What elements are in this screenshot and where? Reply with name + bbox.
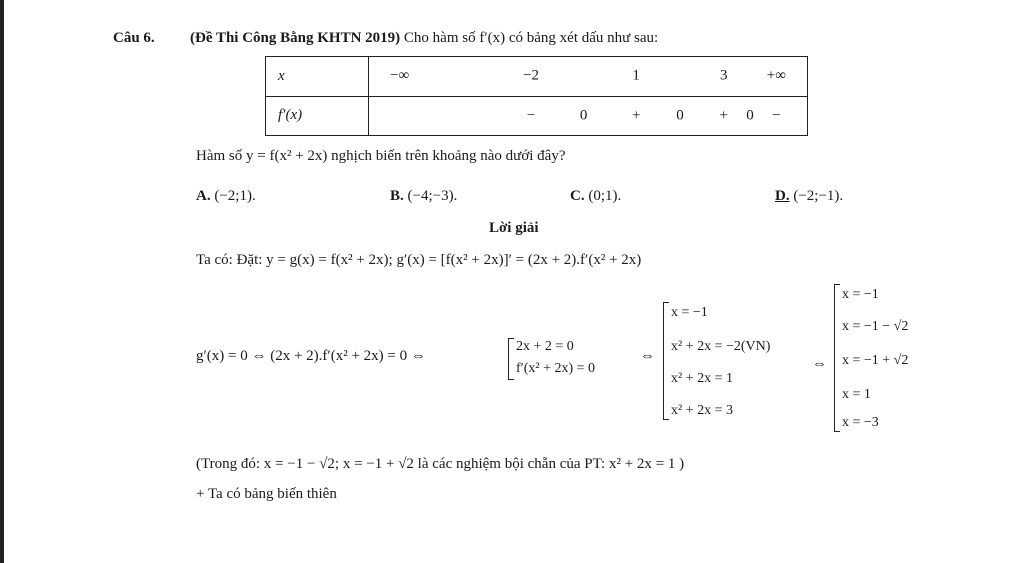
- system-3-eq-3: x = −1 + √2: [842, 353, 909, 368]
- option-d: [775, 188, 843, 205]
- option-b: [390, 188, 457, 205]
- system-bracket-3: [834, 284, 835, 432]
- sign-table-x-value-4: +∞: [766, 67, 786, 84]
- sign-table-fprime-sign-3: 0: [676, 107, 684, 124]
- sign-table-values-fprime: [369, 96, 808, 136]
- system-1-eq-2: f′(x² + 2x) = 0: [516, 361, 596, 376]
- system-bracket-1: [508, 338, 509, 380]
- sign-table-fprime-sign-5: 0: [746, 107, 754, 124]
- question-text: Hàm số y = f(x² + 2x) nghịch biến trên khoảng nào dưới đây?: [196, 148, 566, 164]
- option-b-letter: B.: [390, 188, 404, 204]
- sign-table-fprime-sign-2: +: [631, 107, 641, 124]
- option-c-text: (0;1).: [588, 188, 622, 204]
- system-1-eq-1: 2x + 2 = 0: [516, 339, 574, 354]
- sign-table-x-value-2: 1: [632, 67, 640, 84]
- solution-line-1: Ta có: Đặt: y = g(x) = f(x² + 2x); g′(x) = [f(x² + 2x)]′ = (2x + 2).f′(x² + 2x): [196, 252, 642, 268]
- equivalence-arrow-1: ⇔: [640, 348, 655, 364]
- solution-last-line: + Ta có bảng biến thiên: [196, 486, 337, 502]
- sign-table-row-fprime: [266, 96, 808, 136]
- question-header: [190, 30, 658, 47]
- solution-line-2-lhs: g′(x) = 0 ⇔ (2x + 2).f′(x² + 2x) = 0 ⇔: [196, 348, 426, 364]
- sign-table-fprime-sign-1: 0: [579, 107, 588, 124]
- sign-table-label-fprime: f′(x): [266, 96, 369, 136]
- solution-title: Lời giải: [489, 220, 539, 236]
- sign-table-x-value-0: −∞: [390, 67, 410, 84]
- system-3-eq-5: x = −3: [842, 415, 879, 430]
- sign-table-fprime-sign-6: −: [772, 107, 781, 124]
- system-bracket-2: [663, 302, 664, 420]
- sign-table-fprime-sign-0: −: [526, 107, 536, 124]
- question-prompt: Cho hàm số f′(x) có bảng xét dấu như sau:: [403, 30, 659, 46]
- sign-table-label-x: x: [266, 57, 369, 97]
- system-2-eq-2: x² + 2x = −2(VN): [671, 339, 771, 354]
- question-number: Câu 6.: [113, 30, 155, 46]
- option-a-letter: A.: [196, 188, 211, 204]
- sign-table-x-value-3: 3: [720, 67, 728, 84]
- page-left-border: [0, 0, 4, 563]
- option-c-letter: C.: [570, 188, 585, 204]
- option-d-letter: D.: [775, 188, 790, 204]
- option-a-text: (−2;1).: [214, 188, 256, 204]
- question-source: (Đề Thi Công Bằng KHTN 2019): [190, 30, 401, 46]
- sign-table: [265, 56, 808, 136]
- sign-table-row-x: [266, 57, 808, 97]
- option-a: [196, 188, 256, 205]
- system-3-eq-2: x = −1 − √2: [842, 319, 909, 334]
- solution-note: (Trong đó: x = −1 − √2; x = −1 + √2 là các nghiệm bội chẵn của PT: x² + 2x = 1 ): [196, 456, 685, 472]
- sign-table-x-value-1: −2: [523, 67, 540, 84]
- system-3-eq-4: x = 1: [842, 387, 871, 402]
- equivalence-arrow-2: ⇔: [812, 356, 827, 372]
- option-d-text: (−2;−1).: [793, 188, 844, 204]
- sign-table-fprime-sign-4: +: [719, 107, 728, 124]
- option-b-text: (−4;−3).: [407, 188, 458, 204]
- option-c: [570, 188, 621, 205]
- system-2-eq-3: x² + 2x = 1: [671, 371, 733, 386]
- system-2-eq-1: x = −1: [671, 305, 708, 320]
- system-3-eq-1: x = −1: [842, 287, 879, 302]
- system-2-eq-4: x² + 2x = 3: [671, 403, 733, 418]
- sign-table-values-x: [369, 57, 808, 97]
